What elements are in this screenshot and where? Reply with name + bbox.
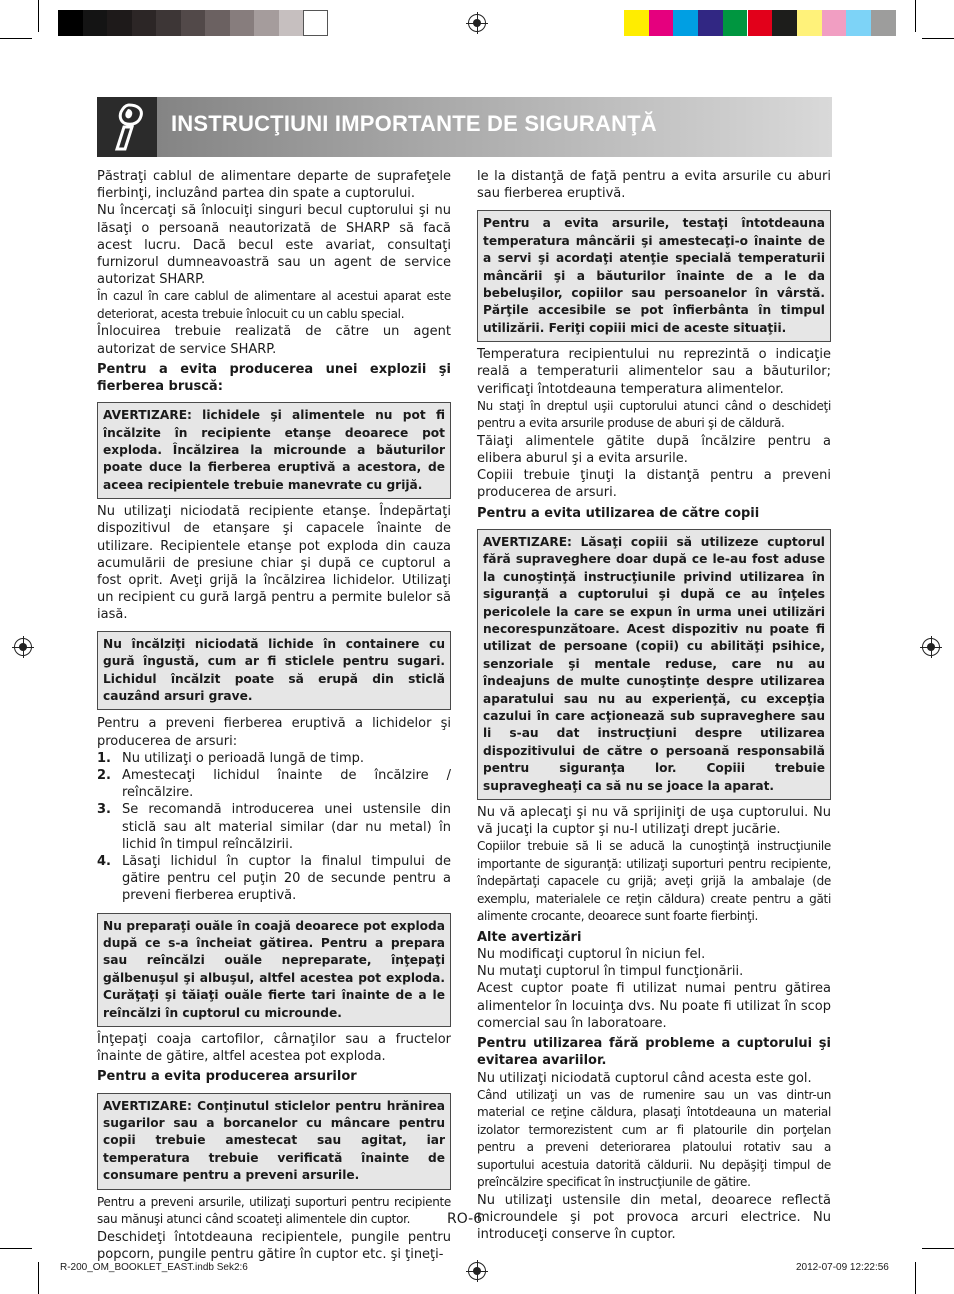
paragraph: Temperatura recipientului nu reprezintă o indicaţie reală a temperaturii alimentelor sau a băuturilor; verificaţi întotdeauna temperatura alimentelor. [477, 347, 831, 397]
color-swatch [723, 10, 748, 36]
subheading: Pentru utilizarea fără probleme a cuptorului şi evitarea avariilor. [477, 1036, 831, 1069]
color-swatch [254, 10, 279, 36]
subheading: Alte avertizări [477, 929, 582, 945]
paragraph: Păstraţi cablul de alimentare departe de suprafeţele fierbinţi, incluzând partea din spate a cuptorului. [97, 169, 451, 202]
page-title: INSTRUCŢIUNI IMPORTANTE DE SIGURANŢĂ [171, 111, 657, 136]
registration-mark-icon [468, 14, 486, 32]
color-swatch [205, 10, 230, 36]
warning-box: AVERTIZARE: lichidele şi alimentele nu pot fi încălzite în recipiente etanşe deoarece pot exploda. Încălzirea la microunde a băuturilor poate duce la fierberea eruptivă a acestora, de aceea recipientele trebuie manevrate cu grijă. [97, 402, 451, 499]
paragraph: Când utilizaţi un vas de rumenire sau un vas dintr-un material ce reţine căldura, plasaţi întotdeauna un material izolator termorezistent cum ar fi platourile din porţelan pentru a preveni deteriorarea platoului rotativ sau a suportului acestuia datorită căldurii. Nu depăşiţi timpul de preîncălzire specificat în instrucţiunile de gătire. [477, 1087, 831, 1190]
crop-mark [915, 1262, 916, 1294]
color-swatch [107, 10, 132, 36]
list-item: 1. Nu utilizaţi o perioadă lungă de timp. [97, 750, 365, 766]
paragraph: Nu încercaţi să înlocuiţi singuri becul cuptorului şi nu lăsaţi o persoană neautorizată de SHARP să facă acest lucru. Dacă becul este avariat, consultaţi furnizorul dumneavoastră sau un agent de service autorizat SHARP. [97, 203, 451, 288]
list-item: 4. Lăsaţi lichidul în cuptor la finalul timpului de gătire pentru cel puţin 20 de secunde pentru a preveni fierberea eruptivă. [97, 853, 451, 904]
left-column [97, 168, 451, 1263]
subheading: Pentru a evita producerea unei explozii şi fierberea bruscă: [97, 361, 451, 395]
color-swatch [624, 10, 649, 36]
paragraph: Copiii trebuie ţinuţi la distanţă pentru a preveni producerea de arsuri. [477, 468, 831, 501]
numbered-list [97, 750, 451, 905]
paragraph: Nu staţi în dreptul uşii cuptorului atunci când o deschideţi pentru a evita arsurile produse de aburi şi de căldură. [477, 398, 831, 431]
color-swatch [649, 10, 674, 36]
color-swatch [279, 10, 304, 36]
color-swatch [181, 10, 206, 36]
warning-box: Nu preparaţi ouăle în coajă deoarece pot exploda după ce s-a încheiat gătirea. Pentru a prepara sau reîncălzi ouăle nepreparate, înţepaţi gălbenuşul şi albuşul, altfel acestea pot exploda. Curăţaţi şi tăiaţi ouăle fierte tari înainte de a le reîncălzi în cuptorul cu microunde. [97, 913, 451, 1027]
info-i-icon [97, 97, 157, 157]
registration-mark-icon [922, 638, 940, 656]
list-item: 3. Se recomandă introducerea unei ustensile din sticlă sau alt material similar (dar nu metal) în lichid în timpul reîncălzirii. [97, 802, 451, 852]
color-swatch [58, 10, 83, 36]
color-swatch [698, 10, 723, 36]
paragraph: Deschideţi întotdeauna recipientele, pungile pentru popcorn, pungile pentru gătire în cuptor etc. şi ţineţi- [97, 1229, 451, 1262]
paragraph: le la distanţă de faţă pentru a evita arsurile cu aburi sau fierberea eruptivă. [477, 169, 831, 202]
color-swatch [230, 10, 255, 36]
paragraph: Copiilor trebuie să li se aducă la cunoştinţă instrucţiunile importante de siguranţă: utilizaţi suporturi pentru recipiente, îndepărtaţi capacele cu grijă; aveţi grijă la ambalaje (de exemplu, materialele ce reţin căldura) create pentru a găti alimente crocante, deoarece sunt foarte fierbinţi. [477, 839, 831, 924]
page-number: RO-6 [447, 1211, 483, 1227]
section-header [97, 97, 832, 157]
paragraph: Înţepaţi coaja cartofilor, cârnaţilor sau a fructelor înainte de gătire, altfel acestea pot exploda. [97, 1031, 451, 1065]
crop-mark [0, 1248, 32, 1249]
paragraph: Nu utilizaţi ustensile din metal, deoarece reflectă microundele şi pot provoca arcuri electrice. Nu introduceţi conserve în cuptor. [477, 1192, 831, 1243]
paragraph: Nu mutaţi cuptorul în timpul funcţionării. [477, 964, 744, 980]
crop-mark [922, 1248, 954, 1249]
paragraph: Pentru a preveni arsurile, utilizaţi suporturi pentru recipiente sau mănuşi atunci când scoateţi alimentele din cuptor. [97, 1194, 451, 1227]
color-swatch [772, 10, 797, 36]
subheading: Pentru a evita producerea arsurilor [97, 1069, 357, 1085]
color-swatch [156, 10, 181, 36]
paragraph: Pentru a preveni fierberea eruptivă a lichidelor şi producerea de arsuri: [97, 716, 451, 749]
color-swatch [822, 10, 847, 36]
color-swatch [132, 10, 157, 36]
crop-mark [0, 38, 32, 39]
color-swatch [673, 10, 698, 36]
registration-mark-icon [468, 1262, 486, 1280]
paragraph: Tăiaţi alimentele gătite după încălzire pentru a elibera aburul şi a evita arsurile. [477, 433, 831, 467]
color-swatch [871, 10, 896, 36]
color-swatch [83, 10, 108, 36]
paragraph: Nu modificaţi cuptorul în niciun fel. [477, 947, 706, 963]
warning-box: AVERTIZARE: Lăsaţi copiii să utilizeze cuptorul fără supraveghere doar după ce le-au fost aduse la cunoştinţă instrucţiunile privind utilizarea în siguranţă a cuptorului şi după ce au înţeles pericolele la care se expun în urma unei utilizări necorespunzătoare. Acest dispozitiv nu poate fi utilizat de persoane (copii) cu abilităţi psihice, senzoriale şi mentale reduse, care nu au îndeajuns de multe cunoştinţe despre utilizarea aparatului sau nu au experienţă, cu excepţia cazului în care acţionează sub supraveghere sau li s-au dat instrucţiuni despre utilizarea dispozitivului de către o persoană responsabilă pentru siguranţa lor. Copiii trebuie supravegheaţi ca să nu se joace la aparat. [477, 529, 831, 800]
footer-timestamp: 2012-07-09 12:22:56 [796, 1262, 889, 1273]
paragraph: Nu utilizaţi niciodată recipiente etanşe. Îndepărtaţi dispozitivul de etanşare şi capacele înainte de utilizare. Recipientele etanşe pot exploda din cauza acumulării de presiune chiar şi după ce cuptorul a fost oprit. Aveţi grijă la încălzirea lichidelor. Utilizaţi un recipient cu gură largă pentru a permite bulelor să iasă. [97, 504, 451, 623]
crop-mark [38, 1262, 39, 1294]
paragraph: Nu vă aplecaţi şi nu vă sprijiniţi de uşa cuptorului. Nu vă jucaţi la cuptor şi nu-l utilizaţi drept jucărie. [477, 804, 831, 838]
color-swatch [797, 10, 822, 36]
color-swatch [303, 10, 328, 36]
right-column [477, 168, 831, 1243]
color-swatch [846, 10, 871, 36]
crop-mark [915, 0, 916, 32]
footer-file-info: R-200_OM_BOOKLET_EAST.indb Sek2:6 [60, 1262, 248, 1273]
color-swatch [748, 10, 773, 36]
paragraph: Înlocuirea trebuie realizată de către un agent autorizat de service SHARP. [97, 324, 451, 357]
warning-box: AVERTIZARE: Conţinutul sticlelor pentru hrănirea sugarilor sau a borcanelor cu mâncare pentru copii trebuie amestecat sau agitat, iar temperatura trebuie verificată înainte de consumare pentru a preveni arsurile. [97, 1093, 451, 1190]
paragraph: Acest cuptor poate fi utilizat numai pentru gătirea alimentelor în locuinţa dvs. Nu poate fi utilizat în scop comercial sau în laboratoare. [477, 981, 831, 1031]
warning-box: Nu încălziţi niciodată lichide în containere cu gură îngustă, cum ar fi sticlele pentru sugari. Lichidul încălzit poate să erupă din sticlă cauzând arsuri grave. [97, 631, 451, 711]
paragraph: În cazul în care cablul de alimentare al acestui aparat este deteriorat, acesta trebuie înlocuit cu un cablu special. [97, 289, 451, 321]
list-item: 2. Amestecaţi lichidul înainte de încălzire / reîncălzire. [97, 767, 451, 801]
registration-mark-icon [14, 638, 32, 656]
crop-mark [38, 0, 39, 32]
paragraph: Nu utilizaţi niciodată cuptorul când acesta este gol. [477, 1070, 812, 1086]
warning-box: Pentru a evita arsurile, testaţi întotdeauna temperatura mâncării şi amestecaţi-o înainte de a servi şi acordaţi atenţie specială temperaturii mâncării şi a băuturilor înainte de a le da bebeluşilor, copiilor sau persoanelor în vârstă. Părţile accesibile se pot înfierbânta în timpul utilizării. Feriţi copiii mici de aceste situaţii. [477, 210, 831, 342]
subheading: Pentru a evita utilizarea de către copii [477, 505, 760, 521]
crop-mark [922, 38, 954, 39]
